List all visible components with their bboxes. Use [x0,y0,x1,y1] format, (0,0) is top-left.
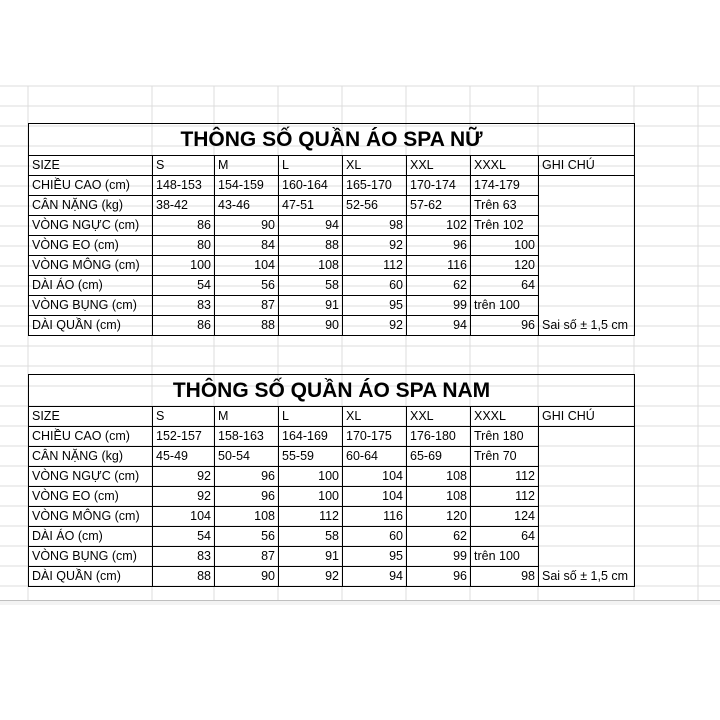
row-label-cell[interactable]: DÀI ÁO (cm) [29,527,153,547]
value-cell[interactable]: 95 [343,547,407,567]
header-cell[interactable]: S [153,407,215,427]
value-cell[interactable]: 170-174 [407,176,471,196]
value-cell[interactable]: 87 [215,547,279,567]
row-label-cell[interactable]: CÂN NẶNG (kg) [29,196,153,216]
row-label-cell[interactable]: VÒNG MÔNG (cm) [29,256,153,276]
header-cell[interactable]: XXL [407,407,471,427]
table-row [29,216,635,236]
value-cell[interactable]: 176-180 [407,427,471,447]
value-cell[interactable]: 98 [343,216,407,236]
value-cell[interactable]: trên 100 [471,296,539,316]
value-cell[interactable]: 104 [343,467,407,487]
note-cell[interactable]: Sai số ± 1,5 cm [539,567,635,587]
value-cell[interactable]: 120 [471,256,539,276]
value-cell[interactable]: 60 [343,527,407,547]
value-cell[interactable]: 174-179 [471,176,539,196]
value-cell[interactable]: 45-49 [153,447,215,467]
table-row [29,527,635,547]
value-cell[interactable]: 83 [153,296,215,316]
value-cell[interactable]: 165-170 [343,176,407,196]
header-cell[interactable]: GHI CHÚ [539,407,635,427]
value-cell[interactable]: 100 [279,467,343,487]
note-cell[interactable]: Sai số ± 1,5 cm [539,316,635,336]
table-row [29,196,635,216]
value-cell[interactable]: 52-56 [343,196,407,216]
value-cell[interactable]: 152-157 [153,427,215,447]
row-label-cell[interactable]: VÒNG NGỰC (cm) [29,467,153,487]
value-cell[interactable]: 88 [153,567,215,587]
value-cell[interactable]: 64 [471,527,539,547]
table-row [29,236,635,256]
value-cell[interactable]: 148-153 [153,176,215,196]
header-cell[interactable]: L [279,156,343,176]
value-cell[interactable]: 90 [215,567,279,587]
value-cell[interactable]: 92 [153,487,215,507]
value-cell[interactable]: 86 [153,316,215,336]
value-cell[interactable]: 91 [279,547,343,567]
value-cell[interactable]: 84 [215,236,279,256]
value-cell[interactable]: 98 [471,567,539,587]
note-cell[interactable] [539,467,635,487]
value-cell[interactable]: 104 [215,256,279,276]
value-cell[interactable]: 88 [215,316,279,336]
value-cell[interactable]: 154-159 [215,176,279,196]
value-cell[interactable]: 100 [471,236,539,256]
value-cell[interactable]: 92 [343,316,407,336]
value-cell[interactable]: 94 [343,567,407,587]
value-cell[interactable]: 96 [215,467,279,487]
header-cell[interactable]: SIZE [29,156,153,176]
note-cell[interactable] [539,236,635,256]
header-row [29,407,635,427]
value-cell[interactable]: 90 [279,316,343,336]
value-cell[interactable]: 120 [407,507,471,527]
value-cell[interactable]: 104 [153,507,215,527]
note-cell[interactable] [539,507,635,527]
row-label-cell[interactable]: VÒNG BỤNG (cm) [29,296,153,316]
value-cell[interactable]: 104 [343,487,407,507]
note-cell[interactable] [539,276,635,296]
note-cell[interactable] [539,256,635,276]
note-cell[interactable] [539,527,635,547]
value-cell[interactable]: 60 [343,276,407,296]
value-cell[interactable]: 64 [471,276,539,296]
value-cell[interactable]: 100 [153,256,215,276]
header-cell[interactable]: XXXL [471,407,539,427]
row-label-cell[interactable]: VÒNG EO (cm) [29,236,153,256]
value-cell[interactable]: 124 [471,507,539,527]
value-cell[interactable]: 54 [153,527,215,547]
value-cell[interactable]: 43-46 [215,196,279,216]
note-cell[interactable] [539,296,635,316]
table-row [29,487,635,507]
value-cell[interactable]: 56 [215,276,279,296]
value-cell[interactable]: 112 [343,256,407,276]
row-label-cell[interactable]: VÒNG BỤNG (cm) [29,547,153,567]
table-title: THÔNG SỐ QUẦN ÁO SPA NỮ [29,124,635,156]
size-table-female [28,123,635,336]
header-cell[interactable]: XXL [407,156,471,176]
row-label-cell[interactable]: CÂN NẶNG (kg) [29,447,153,467]
value-cell[interactable]: Trên 102 [471,216,539,236]
row-label-cell[interactable]: VÒNG EO (cm) [29,487,153,507]
value-cell[interactable]: 112 [471,467,539,487]
value-cell[interactable]: 95 [343,296,407,316]
table-row [29,176,635,196]
row-label-cell[interactable]: DÀI ÁO (cm) [29,276,153,296]
table-row [29,467,635,487]
value-cell[interactable]: 86 [153,216,215,236]
value-cell[interactable]: 50-54 [215,447,279,467]
note-cell[interactable] [539,427,635,447]
value-cell[interactable]: 96 [471,316,539,336]
header-cell[interactable]: S [153,156,215,176]
note-cell[interactable] [539,196,635,216]
header-cell[interactable]: L [279,407,343,427]
value-cell[interactable]: Trên 180 [471,427,539,447]
value-cell[interactable]: 56 [215,527,279,547]
note-cell[interactable] [539,216,635,236]
row-label-cell[interactable]: VÒNG MÔNG (cm) [29,507,153,527]
value-cell[interactable]: 80 [153,236,215,256]
row-label-cell[interactable]: CHIỀU CAO (cm) [29,176,153,196]
header-row [29,156,635,176]
note-cell[interactable] [539,447,635,467]
value-cell[interactable]: 87 [215,296,279,316]
value-cell[interactable]: 112 [279,507,343,527]
value-cell[interactable]: 91 [279,296,343,316]
value-cell[interactable]: 58 [279,276,343,296]
value-cell[interactable]: 62 [407,527,471,547]
table-row [29,447,635,467]
value-cell[interactable]: 102 [407,216,471,236]
value-cell[interactable]: 92 [153,467,215,487]
table-row [29,507,635,527]
row-label-cell[interactable]: CHIỀU CAO (cm) [29,427,153,447]
value-cell[interactable]: 116 [407,256,471,276]
table-row [29,427,635,447]
header-cell[interactable]: GHI CHÚ [539,156,635,176]
value-cell[interactable]: 57-62 [407,196,471,216]
value-cell[interactable]: 99 [407,296,471,316]
table-row [29,256,635,276]
table-title: THÔNG SỐ QUẦN ÁO SPA NAM [29,375,635,407]
header-cell[interactable]: SIZE [29,407,153,427]
value-cell[interactable]: Trên 63 [471,196,539,216]
value-cell[interactable]: 108 [407,467,471,487]
value-cell[interactable]: 92 [343,236,407,256]
value-cell[interactable]: 108 [407,487,471,507]
header-cell[interactable]: XL [343,407,407,427]
value-cell[interactable]: 55-59 [279,447,343,467]
value-cell[interactable]: 116 [343,507,407,527]
note-cell[interactable] [539,487,635,507]
value-cell[interactable]: 92 [279,567,343,587]
header-cell[interactable]: XL [343,156,407,176]
value-cell[interactable]: 90 [215,216,279,236]
table-row [29,567,635,587]
value-cell[interactable]: 160-164 [279,176,343,196]
value-cell[interactable]: 83 [153,547,215,567]
value-cell[interactable]: 65-69 [407,447,471,467]
value-cell[interactable]: 100 [279,487,343,507]
value-cell[interactable]: 60-64 [343,447,407,467]
note-cell[interactable] [539,547,635,567]
value-cell[interactable]: 158-163 [215,427,279,447]
value-cell[interactable]: 38-42 [153,196,215,216]
row-label-cell[interactable]: DÀI QUẦN (cm) [29,316,153,336]
table-row [29,276,635,296]
note-cell[interactable] [539,176,635,196]
table-row [29,547,635,567]
header-cell[interactable]: XXXL [471,156,539,176]
value-cell[interactable]: 94 [407,316,471,336]
value-cell[interactable]: 99 [407,547,471,567]
value-cell[interactable]: 108 [279,256,343,276]
row-label-cell[interactable]: DÀI QUẦN (cm) [29,567,153,587]
value-cell[interactable]: 58 [279,527,343,547]
value-cell[interactable]: Trên 70 [471,447,539,467]
header-cell[interactable]: M [215,407,279,427]
value-cell[interactable]: 94 [279,216,343,236]
value-cell[interactable]: 62 [407,276,471,296]
size-table-male [28,374,635,587]
value-cell[interactable]: 96 [407,567,471,587]
value-cell[interactable]: trên 100 [471,547,539,567]
value-cell[interactable]: 170-175 [343,427,407,447]
table-row [29,296,635,316]
value-cell[interactable]: 88 [279,236,343,256]
row-label-cell[interactable]: VÒNG NGỰC (cm) [29,216,153,236]
sheet-bottom-edge [0,600,720,605]
value-cell[interactable]: 108 [215,507,279,527]
value-cell[interactable]: 54 [153,276,215,296]
value-cell[interactable]: 112 [471,487,539,507]
value-cell[interactable]: 47-51 [279,196,343,216]
header-cell[interactable]: M [215,156,279,176]
value-cell[interactable]: 96 [407,236,471,256]
value-cell[interactable]: 96 [215,487,279,507]
table-row [29,316,635,336]
value-cell[interactable]: 164-169 [279,427,343,447]
